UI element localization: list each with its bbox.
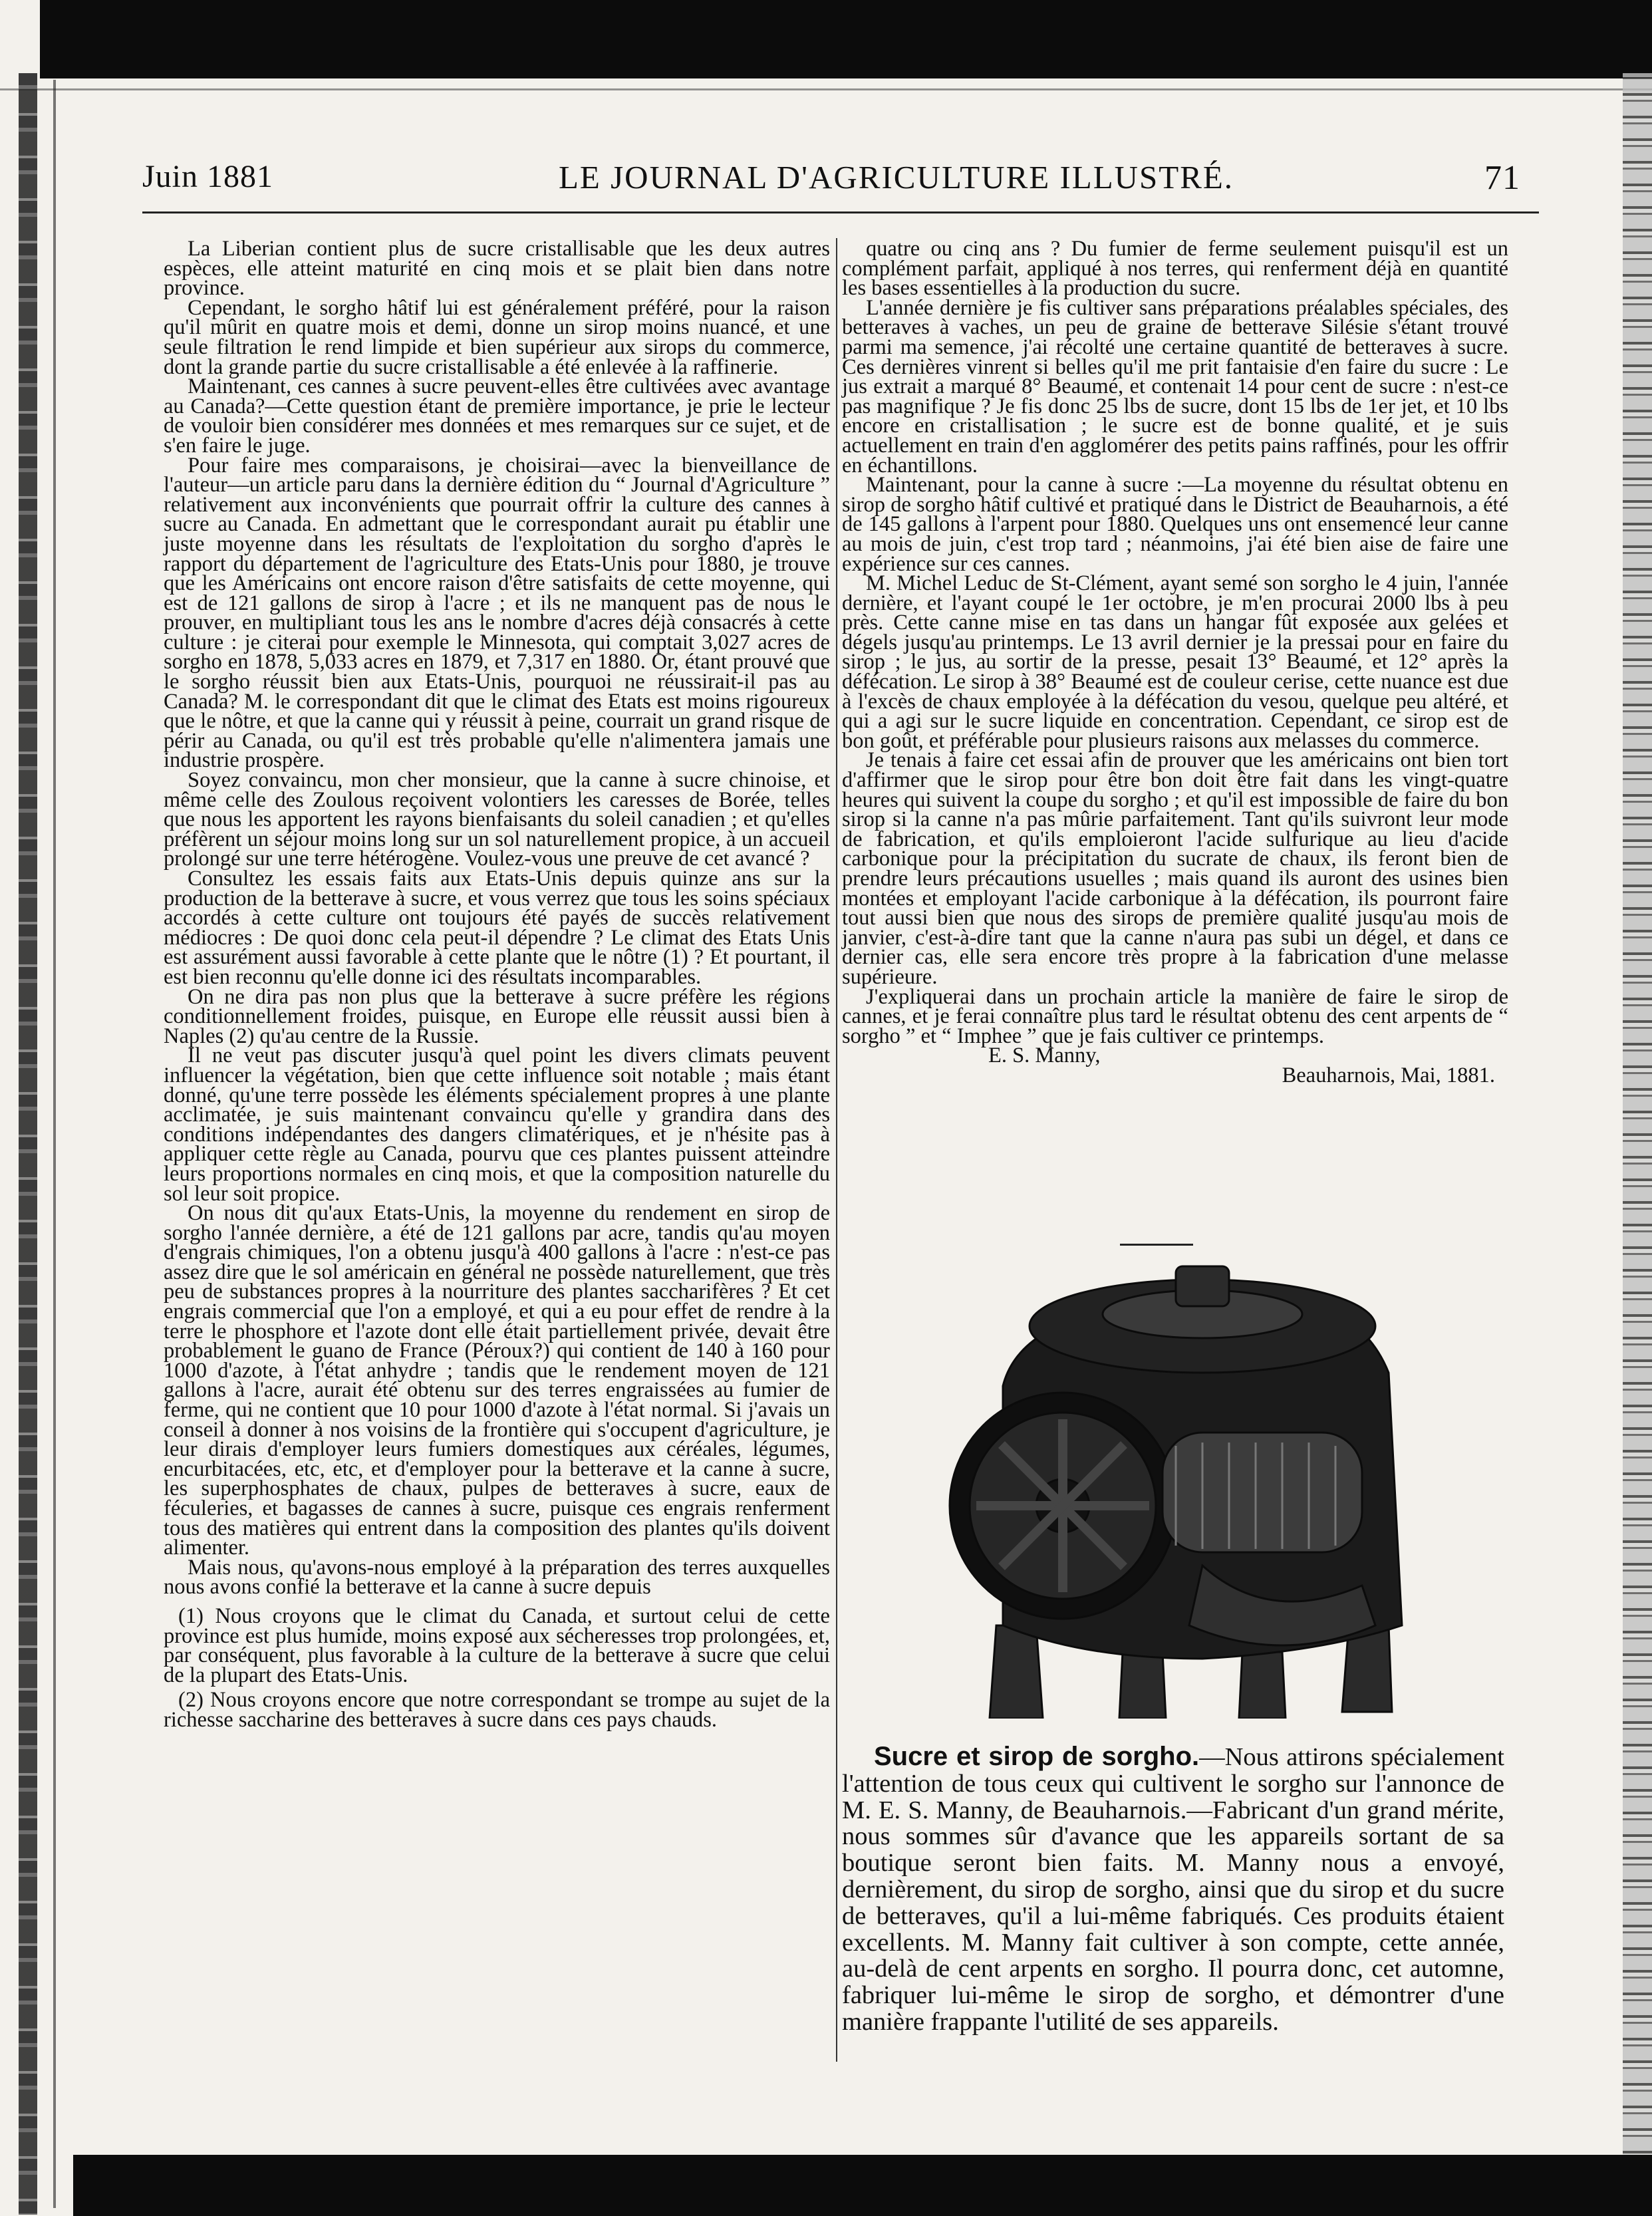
page-number: 71	[1484, 159, 1520, 197]
left-paragraph: Maintenant, ces cannes à sucre peuvent-elles être cultivées avec avantage au Canada?—Cette question étant de première importance, je prie le lecteur de vouloir bien considérer mes données et mes remarques sur ce sujet, et de s'en faire le juge.	[164, 374, 830, 458]
scan-top-line	[0, 88, 1652, 90]
left-paragraph: Pour faire mes comparaisons, je choisirai—avec la bienveillance de l'auteur—un article paru dans la dernière édition du “ Journal d'Agriculture ” relativement aux inconvénients que pourrait offrir la culture des cannes à sucre au Canada. En admettant que le correspondant aurait pu établir une juste moyenne dans les résultats de l'exploitation du sorgho d'après le rapport du département de l'agriculture des Etats-Unis pour 1880, je trouve que les Américains ont encore raison d'être satisfaits de cette moyenne, qui est de 121 gallons de sirop à l'acre ; et ils ne manquent pas de nous le prouver, en multipliant tous les ans le nombre d'acres déjà consacrés à cette culture : je citerai pour exemple le Minnesota, qui comptait 3,027 acres de sorgho en 1878, 5,033 acres en 1879, et 7,317 en 1880. Or, étant prouvé que le sorgho réussit bien aux Etats-Unis, pourquoi ne réussirait-il pas au Canada? M. le correspondant dit que le climat des Etats est moins rigoureux que le nôtre, et que la canne qui y réussit à peine, courrait un grand risque de périr au Canada, ou qu'il est très probable qu'elle n'alimentera jamais une industrie prospère.	[164, 453, 830, 773]
scan-bottom-border	[73, 2155, 1652, 2216]
left-paragraph: Cependant, le sorgho hâtif lui est généralement préféré, pour la raison qu'il mûrit en quatre mois et demi, donne un sirop moins nuancé, et une seule filtration le rend limpide et bien supérieur aux sirops du commerce, dont la grande partie du sucre cristallisable a été enlevée à la raffinerie.	[164, 295, 830, 379]
footnote-2: (2) Nous croyons encore que notre correspondant se trompe au sujet de la richesse saccharine des betteraves à sucre dans ces pays chauds.	[164, 1688, 830, 1732]
section-rule	[1120, 1244, 1193, 1246]
ad-paragraph	[842, 1744, 1504, 2036]
ad-body: —Nous attirons spécialement l'attention de tous ceux qui cultivent le sorgho sur l'annonce de M. E. S. Manny, de Beauharnois.—Fabricant d'un grand mérite, nous sommes sûr d'avance que les appareils sortant de sa boutique seront bien faits. M. Manny nous a envoyé, dernièrement, du sirop de sorgho, ainsi que du sirop et du sucre de betteraves, qu'il a lui-même fabriqués. Ces produits étaient excellents. M. Manny fait cultiver à son compte, cette année, au-delà de cent arpents en sorgho. Il pourra donc, cet automne, fabriquer lui-même le sirop de sorgho, et démontrer d'une manière frappante l'utilité de ses appareils.	[842, 1743, 1504, 2036]
right-column	[842, 239, 1508, 1217]
advertisement-notice	[842, 1744, 1504, 2036]
right-paragraph: L'année dernière je fis cultiver sans préparations préalables spéciales, des betteraves à vaches, un peu de graine de betterave Silésie s'étant trouvé parmi ma semence, j'ai récolté une certaine quantité de betteraves à sucre. Ces dernières vinrent si belles qu'il me prit fantaisie d'en faire du sucre : Le jus extrait a marqué 8° Beaumé, et contenait 14 pour cent de sucre : n'est-ce pas magnifique ? Je fis donc 25 lbs de sucre, dont 15 lbs de 1er jet, et 10 lbs encore en cristallisation ; le sucre est de bonne qualité, et je suis actuellement en train d'en agglomérer des petits pains raffinés, pour les offrir en échantillons.	[842, 295, 1508, 478]
place-date-line: Beauharnois, Mai, 1881.	[1282, 1063, 1495, 1087]
running-header-date: Juin 1881	[142, 159, 274, 194]
left-column	[164, 239, 830, 2055]
ad-title: Sucre et sirop de sorgho.	[874, 1742, 1200, 1771]
column-divider	[836, 238, 837, 2062]
left-paragraph: On nous dit qu'aux Etats-Unis, la moyenne du rendement en sirop de sorgho l'année dernière, a été de 121 gallons par acre, tandis qu'au moyen d'engrais chimiques, l'on a obtenu jusqu'à 400 gallons à l'acre : n'est-ce pas assez dire que le sol américain en général ne possède naturellement, que très peu de substances propres à la nourriture des plantes saccharifères ? Et cet engrais commercial que l'on a employé, et qui a eu pour effet de rendre à la terre le phosphore et l'azote dont elle était partiellement privée, devait être probablement le guano de France (Péroux?) qui contient de 140 à 160 pour 1000 d'azote, à l'état anhydre ; tandis que le rendement moyen de 121 gallons à l'acre, aurait été obtenu sur des terres engraissées au fumier de ferme, qui ne contient que 10 pour 1000 d'azote à l'état normal. Si j'avais un conseil à donner à nos voisins de la frontière qui s'occupent d'agriculture, je leur dirais d'employer leurs fumiers domestiques aux céréales, légumes, encurbitacées, etc, etc, et d'employer pour la betterave et la canne à sucre, les superphosphates de chaux, pulpes de betteraves à sucre, eaux de féculeries, et bagasses de cannes à sucre, puisque ces engrais renferment tous des matières qui entrent dans la composition des plantes qu'ils doivent alimenter.	[164, 1201, 830, 1560]
right-paragraph: Maintenant, pour la canne à sucre :—La moyenne du résultat obtenu en sirop de sorgho hâtif cultivé et pratiqué dans le District de Beauharnois, a été de 145 gallons à l'arpent pour 1880. Quelques uns ont ensemencé leur canne au mois de juin, c'est trop tard ; néanmoins, j'ai été bien aise de faire une expérience sur ces cannes.	[842, 473, 1508, 576]
footnote-1: (1) Nous croyons que le climat du Canada, et surtout celui de cette province est plus humide, moins exposé aux sécheresses trop prolongées, et, par conséquent, plus favorable à la culture de la betterave à sucre que celui de la plupart des Etats-Unis.	[164, 1603, 830, 1687]
scan-left-margin-line	[53, 80, 56, 2208]
left-paragraph: Il ne veut pas discuter jusqu'à quel point les divers climats peuvent influencer la végétation, bien que cette influence soit notable ; mais étant donné, qu'une terre possède les éléments spécialement propres à une plante acclimatée, je suis maintenant convaincu qu'elle y grandira dans des conditions indépendantes des dangers climatériques, et je n'hésite pas à appliquer cette règle au Canada, pourvu que ces plantes puissent atteindre leurs proportions normales en cinq mois, et que la composition naturelle du sol leur soit propice.	[164, 1043, 830, 1206]
left-paragraph: Soyez convaincu, mon cher monsieur, que la canne à sucre chinoise, et même celle des Zoulous reçoivent volontiers les caresses de Borée, telles que nous les apportent les rayons bienfaisants du soleil canadien ; et qu'elles préfèrent un séjour moins long sur un sol naturellement propice, à un accueil prolongé sur une terre hétérogène. Voulez-vous une preuve de cet avancé ?	[164, 768, 830, 871]
journal-title: LE JOURNAL D'AGRICULTURE ILLUSTRÉ.	[559, 159, 1234, 196]
right-paragraph: quatre ou cinq ans ? Du fumier de ferme seulement puisqu'il est un complément parfait, appliqué à nos terres, qui renferment déjà en quantité les bases essentielles à la production du sucre.	[842, 237, 1508, 301]
header-rule	[142, 211, 1539, 213]
sorghum-cane-mill-icon	[923, 1253, 1455, 1719]
left-paragraph: Consultez les essais faits aux Etats-Unis depuis quinze ans sur la production de la betterave à sucre, et vous verrez que tous les soins spéciaux accordés à cette culture ont toujours été payés de succès relativement médiocres : De quoi donc cela peut-il dépendre ? Le climat des Etats Unis est assurément aussi favorable à cette plante que le nôtre (1) ? Et pourtant, il est bien reconnu qu'elle donne ici des résultats incomparables.	[164, 867, 830, 989]
author-signature: E. S. Manny,	[988, 1043, 1101, 1068]
right-paragraph: M. Michel Leduc de St-Clément, ayant semé son sorgho le 4 juin, l'année dernière, et l'ayant coupé le 1er octobre, je m'en procurai 2000 lbs à peu près. Cette canne mise en tas dans un hangar fût exposée aux gelées et dégels jusqu'au printemps. Le 13 avril dernier je la pressai pour en faire du sirop ; le jus, au sortir de la presse, pesait 13° Beaumé, et 12° après la défécation. Le sirop à 38° Beaumé est de couleur cerise, cette nuance est due à l'excès de chaux employée à la défécation du vesou, quelque peu altéré, et qui a agi sur le sucre liquide en concentration. Cependant, ce sirop est de bon goût, et préférable pour plusieurs raisons aux melasses du commerce.	[842, 571, 1508, 753]
left-paragraph: On ne dira pas non plus que la betterave à sucre préfère les régions conditionnellement froides, puisque, en Europe elle réussit aussi bien à Naples (2) qu'au centre de la Russie.	[164, 984, 830, 1048]
right-paragraph: Je tenais à faire cet essai afin de prouver que les américains ont bien tort d'affirmer que le sirop pour être bon doit être fait dans les vingt-quatre heures qui suivent la coupe du sorgho ; et qu'il est impossible de faire du bon sirop si la canne n'a pas mûrie parfaitement. Tant qu'ils suivront leur mode de fabrication, et qu'ils emploieront l'acide sulfurique au lieu d'acide carbonique pour la précipitation du sucrate de chaux, ils feront bien de prendre leurs précautions usuelles ; mais quand ils auront des usines bien montées et employant l'acide carbonique à la défécation, ils pourront faire tout aussi bien que nous des sirops de première qualité jusqu'au mois de janvier, c'est-à-dire tant que la canne n'aura pas subi un dégel, et dans ce dernier cas, elle sera encore très propre à la fabrication d'une melasse supérieure.	[842, 748, 1508, 989]
left-paragraph: Mais nous, qu'avons-nous employé à la préparation des terres auxquelles nous avons confié la betterave et la canne à sucre depuis	[164, 1555, 830, 1599]
scan-top-border	[40, 0, 1652, 78]
left-paragraph: La Liberian contient plus de sucre cristallisable que les deux autres espèces, elle atteint maturité en cinq mois et se plait bien dans notre province.	[164, 237, 830, 301]
scan-left-edge	[19, 73, 37, 2215]
right-paragraph: J'expliquerai dans un prochain article la manière de faire le sirop de cannes, et je ferai connaître plus tard le résultat obtenu des cent arpents de “ sorgho ” et “ Imphee ” que je fais cultiver ce printemps.	[842, 984, 1508, 1048]
scan-right-edge	[1623, 73, 1652, 2216]
